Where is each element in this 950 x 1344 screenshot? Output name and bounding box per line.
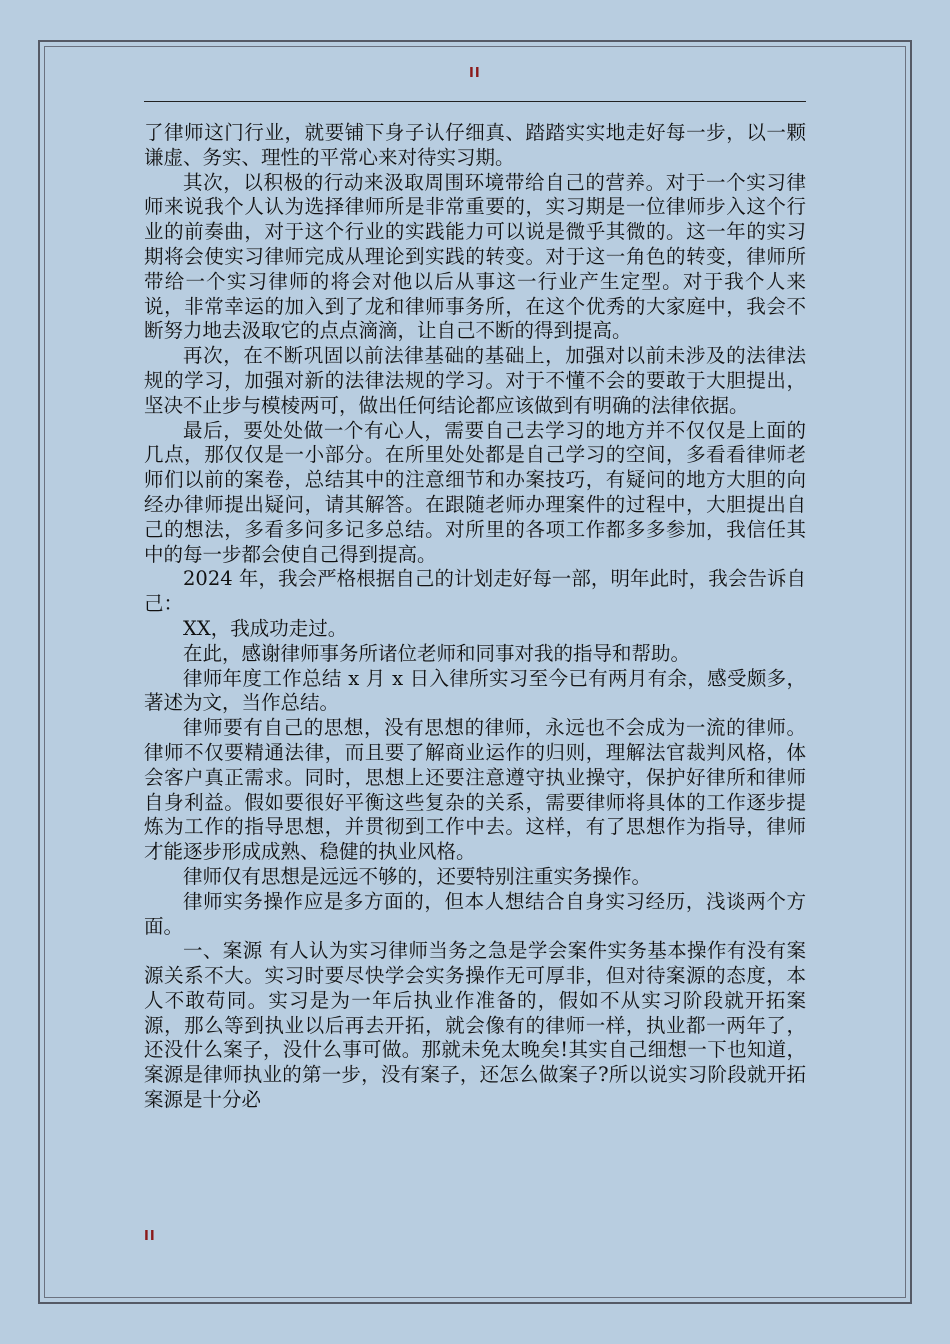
body-text: [144, 121, 806, 1219]
paragraph: 在此，感谢律师事务所诸位老师和同事对我的指导和帮助。: [183, 641, 691, 665]
paragraph: 律师要有自己的思想，没有思想的律师，永远也不会成为一流的律师。律师不仅要精通法律，而且要了解商业运作的归则，理解法官裁判风格，体会客户真正需求。同时，思想上还要注意遵守执业操守，保护好律所和律师自身利益。假如要很好平衡这些复杂的关系，需要律师将具体的工作逐步提炼为工作的指导思想，并贯彻到工作中去。这样，有了思想作为指导，律师才能逐步形成成熟、稳健的执业风格。: [144, 716, 806, 864]
paragraph: 2024 年，我会严格根据自己的计划走好每一部，明年此时，我会告诉自己：: [144, 567, 806, 616]
paragraph: 一、案源 有人认为实习律师当务之急是学会案件实务基本操作有没有案源关系不大。实习时要尽快学会实务操作无可厚非，但对待案源的态度，本人不敢苟同。实习是为一年后执业作准备的，假如不从实习阶段就开拓案源，那么等到执业以后再去开拓，就会像有的律师一样，执业都一两年了，还没什么案子，没什么事可做。那就未免太晚矣!其实自己细想一下也知道，案源是律师执业的第一步，没有案子，还怎么做案子?所以说实习阶段就开拓案源是十分必: [144, 939, 806, 1112]
paragraph: XX，我成功走过。: [183, 616, 348, 640]
paragraph: 律师年度工作总结 x 月 x 日入律所实习至今已有两月有余，感受颇多，著述为文，当作总结。: [144, 666, 806, 715]
paragraph: 律师实务操作应是多方面的，但本人想结合自身实习经历，浅谈两个方面。: [144, 889, 806, 938]
footer-mark: II: [144, 1229, 156, 1244]
header-rule: [144, 101, 806, 102]
paragraph: 再次，在不断巩固以前法律基础的基础上，加强对以前未涉及的法律法规的学习，加强对新的法律法规的学习。对于不懂不会的要敢于大胆提出，坚决不止步与模棱两可，做出任何结论都应该做到有明确的法律依据。: [144, 344, 806, 417]
header-mark: II: [469, 66, 481, 81]
paragraph: 其次，以积极的行动来汲取周围环境带给自己的营养。对于一个实习律师来说我个人认为选择律师所是非常重要的，实习期是一位律师步入这个行业的前奏曲，对于这个行业的实践能力可以说是微乎其微的。这一年的实习期将会使实习律师完成从理论到实践的转变。对于这一角色的转变，律师所带给一个实习律师的将会对他以后从事这一行业产生定型。对于我个人来说，非常幸运的加入到了龙和律师事务所，在这个优秀的大家庭中，我会不断努力地去汲取它的点点滴滴，让自己不断的得到提高。: [144, 170, 806, 343]
paragraph: 最后，要处处做一个有心人，需要自己去学习的地方并不仅仅是上面的几点，那仅仅是一小部分。在所里处处都是自己学习的空间，多看看律师老师们以前的案卷，总结其中的注意细节和办案技巧，有疑问的地方大胆的向经办律师提出疑问，请其解答。在跟随老师办理案件的过程中，大胆提出自己的想法，多看多问多记多总结。对所里的各项工作都多多参加，我信任其中的每一步都会使自己得到提高。: [144, 418, 806, 566]
paragraph: 律师仅有思想是远远不够的，还要特别注重实务操作。: [183, 864, 652, 888]
paragraph: 了律师这门行业，就要铺下身子认仔细真、踏踏实实地走好每一步，以一颗谦虚、务实、理性的平常心来对待实习期。: [144, 121, 806, 169]
